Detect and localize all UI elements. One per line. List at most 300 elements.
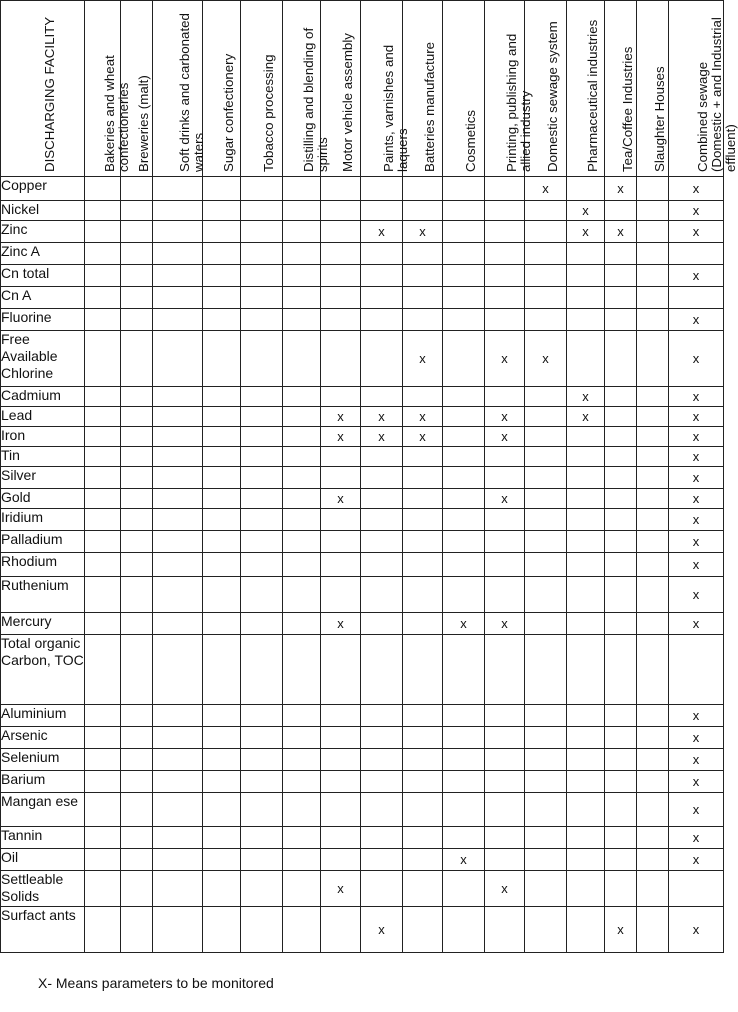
empty-cell	[361, 201, 403, 221]
empty-cell	[669, 243, 724, 265]
parameter-label: Total organic Carbon, TOC	[1, 635, 85, 705]
empty-cell	[567, 613, 605, 635]
empty-cell	[443, 447, 485, 467]
empty-cell	[485, 177, 525, 201]
empty-cell	[443, 827, 485, 849]
parameter-label: Tannin	[1, 827, 85, 849]
empty-cell	[525, 705, 567, 727]
empty-cell	[443, 243, 485, 265]
empty-cell	[283, 287, 321, 309]
empty-cell	[361, 287, 403, 309]
monitor-mark: x	[669, 427, 724, 447]
empty-cell	[443, 407, 485, 427]
empty-cell	[321, 705, 361, 727]
empty-cell	[443, 635, 485, 705]
empty-cell	[567, 489, 605, 509]
table-row	[1, 553, 724, 577]
empty-cell	[637, 309, 669, 331]
empty-cell	[567, 265, 605, 287]
column-header	[525, 1, 567, 177]
parameter-label: Lead	[1, 407, 85, 427]
table-row	[1, 331, 724, 387]
monitor-mark: x	[669, 331, 724, 387]
empty-cell	[361, 553, 403, 577]
empty-cell	[203, 201, 241, 221]
column-header-label: DISCHARGING FACILITY	[41, 16, 57, 172]
empty-cell	[525, 849, 567, 871]
empty-cell	[241, 727, 283, 749]
empty-cell	[121, 309, 153, 331]
empty-cell	[637, 243, 669, 265]
empty-cell	[153, 243, 203, 265]
parameter-label: Zinc A	[1, 243, 85, 265]
empty-cell	[283, 849, 321, 871]
empty-cell	[153, 287, 203, 309]
empty-cell	[403, 177, 443, 201]
empty-cell	[605, 531, 637, 553]
empty-cell	[85, 407, 121, 427]
empty-cell	[605, 849, 637, 871]
empty-cell	[525, 221, 567, 243]
column-header-label: Distilling and blending of spirits	[300, 27, 330, 172]
table-row	[1, 467, 724, 489]
empty-cell	[361, 827, 403, 849]
empty-cell	[443, 749, 485, 771]
empty-cell	[567, 727, 605, 749]
empty-cell	[403, 553, 443, 577]
empty-cell	[153, 705, 203, 727]
header-row	[1, 1, 724, 177]
empty-cell	[153, 467, 203, 489]
empty-cell	[403, 201, 443, 221]
empty-cell	[605, 553, 637, 577]
empty-cell	[241, 407, 283, 427]
empty-cell	[567, 331, 605, 387]
empty-cell	[403, 871, 443, 907]
empty-cell	[321, 553, 361, 577]
empty-cell	[153, 849, 203, 871]
empty-cell	[85, 509, 121, 531]
table-row	[1, 177, 724, 201]
empty-cell	[605, 509, 637, 531]
empty-cell	[567, 447, 605, 467]
empty-cell	[605, 771, 637, 793]
column-header	[669, 1, 738, 177]
empty-cell	[525, 771, 567, 793]
empty-cell	[153, 871, 203, 907]
empty-cell	[485, 577, 525, 613]
empty-cell	[637, 427, 669, 447]
empty-cell	[283, 243, 321, 265]
column-header-label: Pharmaceutical industries	[584, 19, 600, 172]
empty-cell	[283, 387, 321, 407]
empty-cell	[321, 727, 361, 749]
empty-cell	[241, 793, 283, 827]
empty-cell	[321, 749, 361, 771]
empty-cell	[203, 553, 241, 577]
empty-cell	[637, 827, 669, 849]
monitor-mark: x	[567, 201, 605, 221]
empty-cell	[637, 871, 669, 907]
column-header	[153, 1, 206, 177]
empty-cell	[85, 331, 121, 387]
empty-cell	[361, 387, 403, 407]
empty-cell	[485, 387, 525, 407]
table-row	[1, 771, 724, 793]
column-header	[567, 1, 605, 177]
monitor-mark: x	[567, 387, 605, 407]
empty-cell	[121, 427, 153, 447]
empty-cell	[121, 387, 153, 407]
monitor-mark: x	[485, 331, 525, 387]
empty-cell	[121, 727, 153, 749]
empty-cell	[485, 201, 525, 221]
table-row	[1, 509, 724, 531]
monitor-mark: x	[485, 427, 525, 447]
empty-cell	[203, 907, 241, 953]
monitor-mark: x	[485, 613, 525, 635]
empty-cell	[85, 265, 121, 287]
empty-cell	[361, 871, 403, 907]
empty-cell	[153, 635, 203, 705]
empty-cell	[605, 793, 637, 827]
empty-cell	[485, 727, 525, 749]
empty-cell	[525, 635, 567, 705]
empty-cell	[567, 467, 605, 489]
empty-cell	[203, 447, 241, 467]
empty-cell	[85, 793, 121, 827]
empty-cell	[605, 265, 637, 287]
parameter-label: Cn A	[1, 287, 85, 309]
column-header	[85, 1, 131, 177]
empty-cell	[321, 793, 361, 827]
monitor-mark: x	[669, 407, 724, 427]
empty-cell	[403, 849, 443, 871]
empty-cell	[637, 287, 669, 309]
empty-cell	[361, 243, 403, 265]
empty-cell	[121, 749, 153, 771]
empty-cell	[485, 849, 525, 871]
monitor-mark: x	[669, 177, 724, 201]
empty-cell	[283, 489, 321, 509]
column-header	[637, 1, 669, 177]
empty-cell	[637, 531, 669, 553]
empty-cell	[605, 447, 637, 467]
monitor-mark: x	[361, 907, 403, 953]
empty-cell	[121, 553, 153, 577]
empty-cell	[121, 635, 153, 705]
empty-cell	[525, 427, 567, 447]
column-header-label: Batteries manufacture	[421, 41, 437, 172]
empty-cell	[283, 727, 321, 749]
empty-cell	[283, 331, 321, 387]
empty-cell	[605, 749, 637, 771]
empty-cell	[153, 827, 203, 849]
empty-cell	[605, 201, 637, 221]
empty-cell	[361, 849, 403, 871]
monitor-mark: x	[669, 509, 724, 531]
empty-cell	[567, 309, 605, 331]
empty-cell	[321, 309, 361, 331]
empty-cell	[153, 771, 203, 793]
empty-cell	[203, 613, 241, 635]
empty-cell	[121, 613, 153, 635]
empty-cell	[567, 531, 605, 553]
empty-cell	[121, 201, 153, 221]
empty-cell	[203, 727, 241, 749]
empty-cell	[443, 577, 485, 613]
empty-cell	[241, 177, 283, 201]
empty-cell	[525, 287, 567, 309]
empty-cell	[121, 331, 153, 387]
empty-cell	[241, 577, 283, 613]
empty-cell	[567, 509, 605, 531]
empty-cell	[321, 635, 361, 705]
empty-cell	[85, 243, 121, 265]
empty-cell	[121, 577, 153, 613]
empty-cell	[567, 871, 605, 907]
empty-cell	[403, 309, 443, 331]
monitor-mark: x	[669, 705, 724, 727]
empty-cell	[121, 447, 153, 467]
empty-cell	[85, 309, 121, 331]
empty-cell	[403, 613, 443, 635]
column-header-label: Soft drinks and carbonated waters	[176, 13, 206, 172]
empty-cell	[321, 771, 361, 793]
empty-cell	[485, 635, 525, 705]
empty-cell	[85, 871, 121, 907]
empty-cell	[283, 827, 321, 849]
empty-cell	[567, 771, 605, 793]
empty-cell	[443, 553, 485, 577]
parameter-label: Aluminium	[1, 705, 85, 727]
parameter-label: Arsenic	[1, 727, 85, 749]
empty-cell	[403, 287, 443, 309]
monitor-mark: x	[669, 553, 724, 577]
empty-cell	[485, 287, 525, 309]
monitor-mark: x	[669, 489, 724, 509]
monitor-mark: x	[525, 177, 567, 201]
empty-cell	[637, 265, 669, 287]
monitor-mark: x	[485, 407, 525, 427]
empty-cell	[567, 749, 605, 771]
table-row	[1, 489, 724, 509]
empty-cell	[85, 467, 121, 489]
empty-cell	[85, 577, 121, 613]
empty-cell	[403, 447, 443, 467]
empty-cell	[637, 201, 669, 221]
empty-cell	[403, 387, 443, 407]
empty-cell	[605, 427, 637, 447]
table-row	[1, 427, 724, 447]
empty-cell	[153, 531, 203, 553]
monitor-mark: x	[669, 727, 724, 749]
empty-cell	[485, 243, 525, 265]
empty-cell	[153, 793, 203, 827]
empty-cell	[605, 489, 637, 509]
empty-cell	[605, 727, 637, 749]
empty-cell	[443, 201, 485, 221]
monitor-mark: x	[403, 221, 443, 243]
empty-cell	[361, 771, 403, 793]
empty-cell	[283, 705, 321, 727]
empty-cell	[321, 177, 361, 201]
table-row	[1, 387, 724, 407]
parameter-label: Cn total	[1, 265, 85, 287]
parameter-label: Rhodium	[1, 553, 85, 577]
empty-cell	[361, 531, 403, 553]
empty-cell	[321, 331, 361, 387]
empty-cell	[605, 871, 637, 907]
empty-cell	[321, 387, 361, 407]
empty-cell	[283, 749, 321, 771]
empty-cell	[485, 509, 525, 531]
empty-cell	[567, 553, 605, 577]
empty-cell	[567, 243, 605, 265]
empty-cell	[283, 771, 321, 793]
table-row	[1, 309, 724, 331]
empty-cell	[203, 849, 241, 871]
empty-cell	[321, 287, 361, 309]
empty-cell	[153, 387, 203, 407]
empty-cell	[605, 467, 637, 489]
parameter-label: Cadmium	[1, 387, 85, 407]
column-header-label: Paints, varnishes and laquers	[380, 44, 410, 172]
empty-cell	[525, 201, 567, 221]
empty-cell	[85, 489, 121, 509]
empty-cell	[85, 177, 121, 201]
empty-cell	[321, 827, 361, 849]
empty-cell	[321, 221, 361, 243]
monitor-mark: x	[567, 407, 605, 427]
table-row	[1, 287, 724, 309]
empty-cell	[361, 447, 403, 467]
empty-cell	[241, 553, 283, 577]
empty-cell	[361, 793, 403, 827]
empty-cell	[85, 727, 121, 749]
empty-cell	[525, 447, 567, 467]
empty-cell	[443, 221, 485, 243]
parameter-label: Silver	[1, 467, 85, 489]
empty-cell	[443, 907, 485, 953]
parameter-label: Oil	[1, 849, 85, 871]
empty-cell	[525, 793, 567, 827]
empty-cell	[485, 793, 525, 827]
column-header	[403, 1, 443, 177]
parameter-label: Nickel	[1, 201, 85, 221]
monitor-mark: x	[669, 577, 724, 613]
empty-cell	[443, 531, 485, 553]
empty-cell	[203, 749, 241, 771]
parameter-label: Tin	[1, 447, 85, 467]
empty-cell	[525, 509, 567, 531]
monitor-mark: x	[403, 427, 443, 447]
monitor-mark: x	[321, 871, 361, 907]
empty-cell	[525, 387, 567, 407]
empty-cell	[525, 749, 567, 771]
empty-cell	[85, 635, 121, 705]
empty-cell	[485, 531, 525, 553]
empty-cell	[203, 827, 241, 849]
empty-cell	[153, 727, 203, 749]
empty-cell	[485, 309, 525, 331]
empty-cell	[361, 613, 403, 635]
empty-cell	[525, 467, 567, 489]
empty-cell	[443, 871, 485, 907]
column-header	[121, 1, 153, 177]
empty-cell	[485, 827, 525, 849]
empty-cell	[121, 793, 153, 827]
empty-cell	[283, 427, 321, 447]
empty-cell	[403, 793, 443, 827]
empty-cell	[605, 287, 637, 309]
empty-cell	[321, 849, 361, 871]
empty-cell	[85, 201, 121, 221]
empty-cell	[443, 771, 485, 793]
monitor-mark: x	[361, 407, 403, 427]
empty-cell	[153, 427, 203, 447]
empty-cell	[567, 577, 605, 613]
empty-cell	[637, 705, 669, 727]
empty-cell	[361, 177, 403, 201]
empty-cell	[605, 387, 637, 407]
empty-cell	[443, 309, 485, 331]
empty-cell	[241, 447, 283, 467]
monitor-mark: x	[669, 309, 724, 331]
empty-cell	[567, 849, 605, 871]
empty-cell	[85, 531, 121, 553]
empty-cell	[241, 331, 283, 387]
empty-cell	[241, 265, 283, 287]
empty-cell	[443, 705, 485, 727]
empty-cell	[153, 309, 203, 331]
empty-cell	[403, 531, 443, 553]
empty-cell	[153, 509, 203, 531]
empty-cell	[203, 793, 241, 827]
empty-cell	[121, 177, 153, 201]
empty-cell	[153, 553, 203, 577]
empty-cell	[283, 221, 321, 243]
column-header-facility	[1, 1, 85, 177]
empty-cell	[485, 553, 525, 577]
empty-cell	[283, 177, 321, 201]
empty-cell	[485, 771, 525, 793]
empty-cell	[241, 427, 283, 447]
empty-cell	[361, 749, 403, 771]
empty-cell	[443, 427, 485, 447]
column-header-label: Domestic sewage system	[544, 21, 560, 172]
column-header-label: Cosmetics	[462, 109, 478, 172]
empty-cell	[85, 447, 121, 467]
empty-cell	[361, 265, 403, 287]
empty-cell	[361, 467, 403, 489]
empty-cell	[403, 635, 443, 705]
empty-cell	[443, 793, 485, 827]
empty-cell	[361, 635, 403, 705]
empty-cell	[283, 531, 321, 553]
empty-cell	[637, 489, 669, 509]
monitor-mark: x	[361, 221, 403, 243]
empty-cell	[241, 907, 283, 953]
empty-cell	[241, 613, 283, 635]
empty-cell	[525, 577, 567, 613]
empty-cell	[637, 177, 669, 201]
column-header	[321, 1, 361, 177]
monitor-mark: x	[361, 427, 403, 447]
monitor-mark: x	[443, 849, 485, 871]
empty-cell	[203, 509, 241, 531]
empty-cell	[241, 771, 283, 793]
